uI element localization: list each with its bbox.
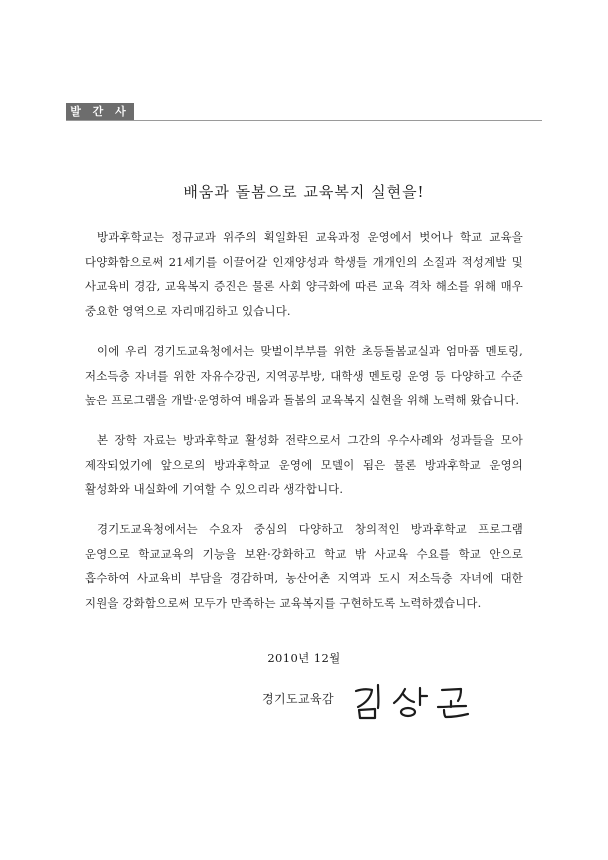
paragraph: 방과후학교는 정규교과 위주의 획일화된 교육과정 운영에서 벗어나 학교 교육을 다양화함으로써 21세기를 이끌어갈 인재양성과 학생들 개개인의 소질과 적성계발 및 사교육비 경감, 교육복지 증진은 물론 사회 양극화에 따른 교육 격차 해소를 위해 매우 중요한 영역으로 자리매김하고 있습니다.	[85, 230, 523, 319]
paragraph: 이에 우리 경기도교육청에서는 맞벌이부부를 위한 초등돌봄교실과 엄마품 멘토링, 저소득층 자녀를 위한 자유수강권, 지역공부방, 대학생 멘토링 운영 등 다양하고 수준 높은 프로그램을 개발·운영하여 배움과 돌봄의 교육복지 실현을 위해 노력해 왔습니다.	[85, 343, 523, 408]
paragraph: 경기도교육청에서는 수요자 중심의 다양하고 창의적인 방과후학교 프로그램 운영으로 학교교육의 기능을 보완·강화하고 학교 밖 사교육 수요를 학교 안으로 흡수하여 사교육비 부담을 경감하며, 농산어촌 지역과 도시 저소득층 자녀에 대한 지원을 강화함으로써 모두가 만족하는 교육복지를 구현하도록 노력하겠습니다.	[85, 522, 523, 611]
page-title: 배움과 돌봄으로 교육복지 실현을!	[183, 183, 425, 201]
date: 2010년 12월	[267, 651, 341, 665]
paragraph: 본 장학 자료는 방과후학교 활성화 전략으로서 그간의 우수사례와 성과들을 모아 제작되었기에 앞으로의 방과후학교 운영에 모델이 됨은 물론 방과후학교 운영의 활성화와 내실화에 기여할 수 있으리라 생각합니다.	[85, 432, 523, 497]
signer-title: 경기도교육감	[262, 692, 334, 706]
header-divider	[66, 120, 542, 121]
section-label: 발 간 사	[66, 103, 134, 120]
body-text	[85, 225, 523, 631]
handwritten-signature	[350, 681, 500, 721]
